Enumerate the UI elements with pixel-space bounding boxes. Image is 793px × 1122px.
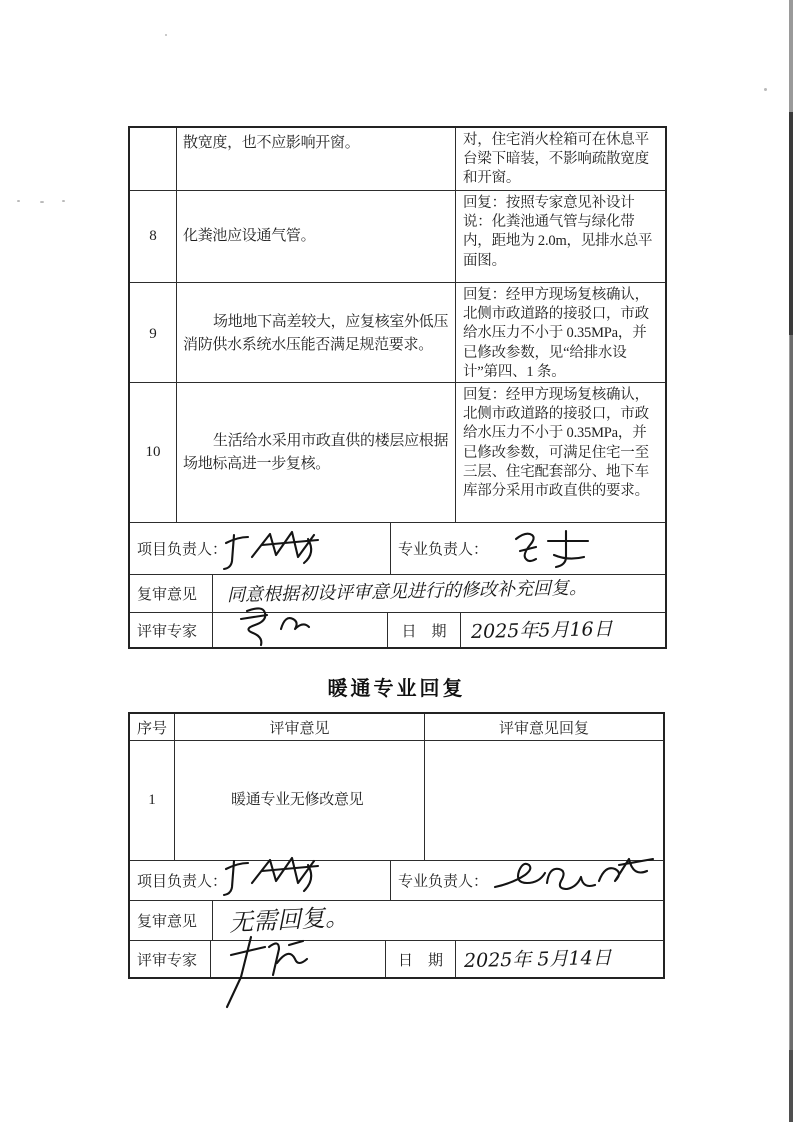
scan-noise — [62, 200, 65, 202]
comment-text: 化粪池应设通气管。 — [183, 228, 316, 244]
expert-label: 评审专家 — [137, 952, 198, 969]
comment-cell — [176, 128, 455, 192]
discipline-lead-cell — [390, 861, 663, 900]
handwritten-signature — [218, 851, 328, 901]
handwritten-signature — [506, 525, 601, 573]
review-reply-table-1 — [128, 126, 667, 649]
discipline-lead-cell — [390, 523, 665, 574]
comment-cell — [174, 741, 424, 860]
scan-noise — [17, 200, 20, 202]
scan-edge-dark-segment — [789, 112, 793, 335]
date-label: 日 期 — [401, 623, 447, 640]
comment-text: 散宽度，也不应影响开窗。 — [183, 135, 360, 151]
comment-text: 生活给水采用市政直供的楼层应根据场地标高进一步复核。 — [183, 432, 449, 472]
project-lead-label: 项目负责人： — [137, 874, 228, 890]
comment-cell — [176, 191, 455, 282]
table2-title: 暖通专业回复 — [327, 678, 466, 700]
discipline-lead-label: 专业负责人： — [398, 874, 489, 890]
handwritten-review-opinion: 无需回复。 — [228, 902, 350, 937]
review-opinion-label: 复审意见 — [137, 587, 198, 603]
signature-row — [130, 860, 663, 900]
handwritten-date: 2025年5月16日 — [470, 617, 613, 643]
handwritten-review-opinion: 同意根据初设评审意见进行的修改补充回复。 — [226, 576, 588, 606]
handwritten-date: 2025年 5月14日 — [463, 946, 612, 972]
table-row — [130, 382, 665, 522]
discipline-lead-label: 专业负责人： — [398, 542, 489, 558]
expert-label: 评审专家 — [137, 623, 198, 640]
table-row — [130, 740, 663, 860]
scan-noise — [40, 201, 44, 203]
seq-header: 序号 — [136, 720, 167, 737]
table-row — [130, 282, 665, 382]
reply-cell: 回复：经甲方现场复核确认，北侧市政道路的接驳口，市政给水压力不小于 0.35MPa，并已修改参数，可满足住宅一至三层、住宅配套部分、地下车库部分采用市政直供的要求。 — [455, 383, 665, 522]
review-opinion-label-cell — [130, 901, 212, 940]
expert-signature-cell — [212, 613, 387, 647]
reply-header: 评审意见回复 — [424, 714, 663, 740]
project-lead-label: 项目负责人： — [137, 542, 228, 558]
date-value-cell — [460, 613, 665, 647]
date-label: 日 期 — [397, 952, 443, 969]
review-opinion-row — [130, 900, 663, 940]
comment-cell — [176, 383, 455, 522]
seq-cell: 10 — [145, 444, 161, 460]
review-opinion-row — [130, 574, 665, 612]
date-value-cell — [455, 941, 663, 977]
scan-edge-bottom-segment — [789, 1050, 793, 1122]
seq-cell — [130, 128, 176, 192]
handwritten-signature — [218, 527, 328, 573]
expert-label-cell — [130, 613, 212, 647]
expert-label-cell — [130, 941, 210, 977]
comment-text: 场地地下高差较大，应复核室外低压消防供水系统水压能否满足规范要求。 — [183, 314, 449, 353]
comment-cell — [176, 283, 455, 385]
table-row — [130, 190, 665, 282]
signature-row — [130, 522, 665, 574]
reply-cell: 对，住宅消火栓箱可在休息平台梁下暗装，不影响疏散宽度和开窗。 — [455, 128, 665, 192]
header-row — [130, 714, 663, 740]
expert-date-row — [130, 612, 665, 647]
reply-cell — [424, 741, 663, 860]
handwritten-signature — [233, 603, 323, 647]
seq-cell: 9 — [149, 325, 157, 342]
date-label-cell — [387, 613, 460, 647]
seq-cell: 8 — [149, 228, 157, 244]
scan-noise — [764, 88, 767, 91]
comment-header: 评审意见 — [174, 714, 424, 740]
handwritten-signature — [225, 933, 325, 1013]
review-opinion-label-cell — [130, 575, 212, 612]
table-row — [130, 128, 665, 190]
expert-date-row — [130, 940, 663, 977]
reply-cell: 回复：按照专家意见补设计说：化粪池通气管与绿化带内，距地为 2.0m，见排水总平面图。 — [455, 191, 665, 282]
scan-noise — [165, 34, 167, 36]
date-label-cell — [385, 941, 455, 977]
review-reply-table-2 — [128, 712, 665, 979]
project-lead-cell — [130, 523, 390, 574]
comment-text: 暖通专业无修改意见 — [231, 792, 364, 808]
reply-cell: 回复：经甲方现场复核确认，北侧市政道路的接驳口，市政给水压力不小于 0.35MPa，并已修改参数，见“给排水设计”第四、1 条。 — [455, 283, 665, 385]
project-lead-cell — [130, 861, 390, 900]
expert-signature-cell — [210, 941, 385, 977]
handwritten-signature — [491, 853, 661, 899]
review-opinion-label: 复审意见 — [137, 914, 198, 930]
seq-cell: 1 — [148, 792, 156, 808]
